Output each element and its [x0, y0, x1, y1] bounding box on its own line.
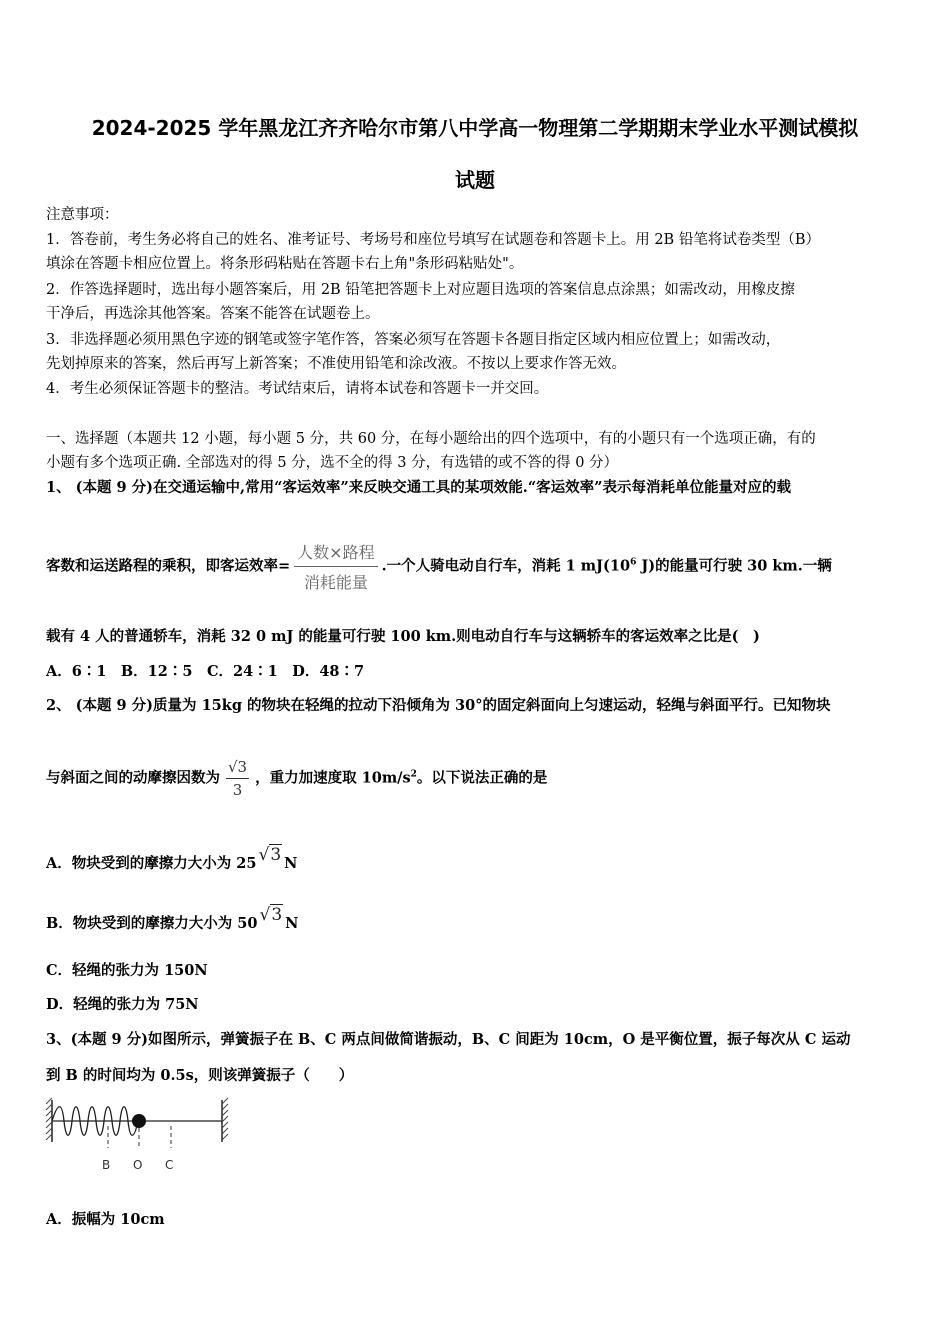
notice-line: 填涂在答题卡相应位置上。将条形码粘贴在答题卡右上角"条形码粘贴处"。 [46, 256, 524, 272]
section-header: 一、选择题（本题共 12 小题，每小题 5 分，共 60 分，在每小题给出的四个选项中，有的小题只有一个选项正确，有的 [46, 431, 816, 447]
oscillator-ball [132, 1114, 146, 1128]
q2-text: 与斜面之间的动摩擦因数为 [46, 769, 220, 787]
label-o: O [133, 1158, 143, 1172]
q2-option-c: C．轻绳的张力为 150N [46, 962, 208, 979]
q1-text: 客数和运送路程的乘积，即客运效率= [46, 557, 291, 575]
q3-option-a: A．振幅为 10cm [46, 1211, 165, 1228]
exponent: 2 [410, 769, 417, 780]
label-c: C [165, 1158, 174, 1172]
q1-stem-formula-line [46, 540, 832, 593]
q3-stem: 3、(本题 9 分)如图所示，弹簧振子在 B、C 两点间做简谐振动，B、C 间距为 10cm，O 是平衡位置，振子每次从 C 运动 [46, 1031, 851, 1048]
option-unit: N [284, 855, 298, 872]
q2-option-b [46, 905, 299, 933]
fraction-numerator: √3 [226, 758, 249, 779]
right-wall [222, 1098, 228, 1142]
page-title-continued: 试题 [455, 168, 495, 192]
q1-text: J)的能量可行驶 30 km.一辆 [636, 557, 832, 575]
notice-line: 干净后，再选涂其他答案。答案不能答在试题卷上。 [46, 306, 380, 322]
efficiency-fraction [294, 540, 377, 593]
q2-stem: 2、 (本题 9 分)质量为 15kg 的物块在轻绳的拉动下沿倾角为 30°的固定斜面向上匀速运动，轻绳与斜面平行。已知物块 [46, 697, 831, 714]
q3-stem-end: 到 B 的时间均为 0.5s，则该弹簧振子（ ） [46, 1067, 354, 1084]
section-header-continued: 小题有多个选项正确. 全部选对的得 5 分，选不全的得 3 分，有选错的或不答的得 0 分） [46, 455, 619, 471]
sqrt-symbol: √3 [258, 845, 282, 865]
option-text: B．物块受到的摩擦力大小为 50 [46, 915, 258, 932]
friction-coefficient-fraction [226, 758, 249, 799]
exponent: 6 [630, 557, 637, 568]
q2-option-a [46, 845, 298, 873]
label-b: B [102, 1158, 111, 1172]
q1-options: A．6∶1 B．12∶5 C．24∶1 D．48∶7 [46, 663, 365, 680]
spring-oscillator-figure [44, 1096, 234, 1178]
q2-stem-formula-line [46, 758, 547, 799]
notice-line: 3．非选择题必须用黑色字迹的钢笔或签字笔作答，答案必须写在答题卡各题目指定区域内相应位置上；如需改动， [46, 332, 781, 348]
notice-heading: 注意事项： [46, 207, 119, 223]
notice-line: 4．考生必须保证答题卡的整洁。考试结束后，请将本试卷和答题卡一并交回。 [46, 381, 549, 397]
q2-text: ，重力加速度取 10m/s [255, 769, 411, 787]
q2-text: 。以下说法正确的是 [416, 769, 548, 787]
q1-stem: 1、 (本题 9 分)在交通运输中,常用“客运效率”来反映交通工具的某项效能.“客运效率”表示每消耗单位能量对应的载 [46, 479, 791, 496]
fraction-denominator: 消耗能量 [303, 573, 368, 592]
fraction-denominator: 3 [232, 781, 243, 799]
option-unit: N [285, 915, 299, 932]
notice-line: 2．作答选择题时，选出每小题答案后，用 2B 铅笔把答题卡上对应题目选项的答案信息点涂黑；如需改动，用橡皮擦 [46, 282, 795, 298]
notice-line: 1．答卷前，考生务必将自己的姓名、准考证号、考场号和座位号填写在试题卷和答题卡上。用 2B 铅笔将试卷类型（B） [46, 232, 820, 248]
option-text: A．物块受到的摩擦力大小为 25 [46, 855, 257, 872]
notice-line: 先划掉原来的答案，然后再写上新答案；不准使用铅笔和涂改液。不按以上要求作答无效。 [46, 356, 626, 372]
fraction-numerator: 人数×路程 [294, 540, 377, 567]
sqrt-symbol: √3 [259, 905, 283, 925]
q1-stem-end: 载有 4 人的普通轿车，消耗 32 0 mJ 的能量可行驶 100 km.则电动自行车与这辆轿车的客运效率之比是( ) [46, 628, 760, 645]
left-wall [46, 1098, 52, 1142]
page-title: 2024-2025 学年黑龙江齐齐哈尔市第八中学高一物理第二学期期末学业水平测试模拟 [91, 116, 859, 140]
q1-text: .一个人骑电动自行车，消耗 1 mJ(10 [381, 557, 631, 575]
q2-option-d: D．轻绳的张力为 75N [46, 996, 199, 1013]
